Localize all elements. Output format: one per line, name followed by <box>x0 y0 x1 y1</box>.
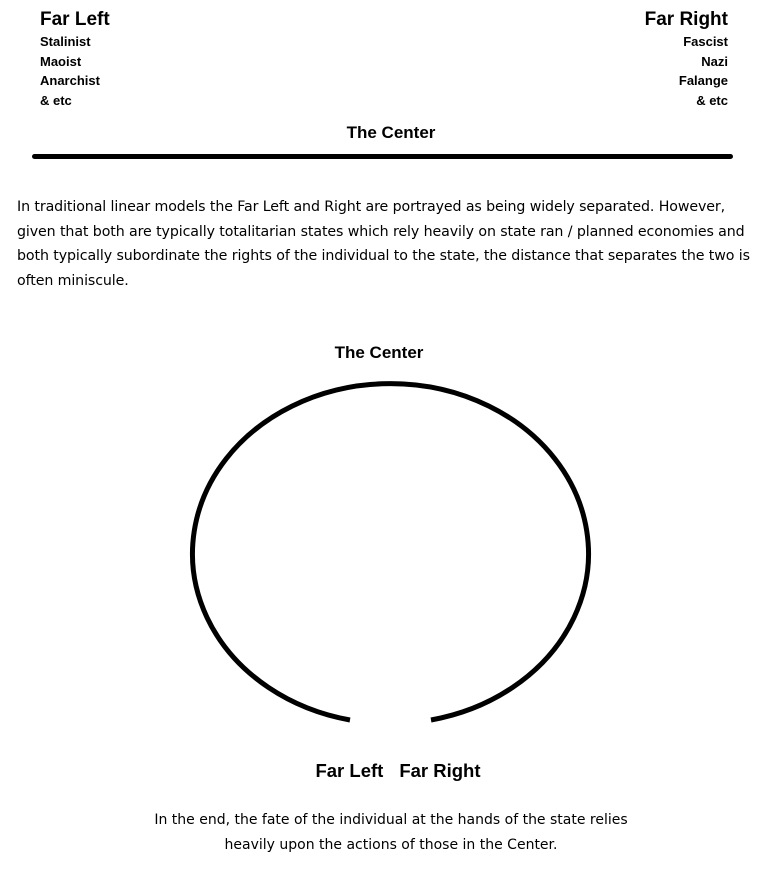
far-left-item: Anarchist <box>40 73 100 88</box>
far-left-heading: Far Left <box>40 9 110 30</box>
far-right-item: Fascist <box>683 34 728 49</box>
far-left-item: Stalinist <box>40 34 91 49</box>
circular-spectrum-arc <box>192 384 588 720</box>
linear-center-label: The Center <box>346 123 436 142</box>
circle-endpoint-labels <box>0 759 782 783</box>
conclusion-text <box>0 808 782 858</box>
conclusion-line: heavily upon the actions of those in the Center. <box>224 837 558 853</box>
far-right-item: & etc <box>696 92 728 108</box>
far-right-heading: Far Right <box>644 9 728 30</box>
far-left-item: Maoist <box>40 53 82 69</box>
circle-center-label: The Center <box>334 343 424 362</box>
circle-far-right-label: Far Right <box>399 760 481 781</box>
circle-far-left-label: Far Left <box>315 760 384 781</box>
far-right-item: Falange <box>678 73 728 88</box>
far-left-item: & etc <box>40 92 72 108</box>
explanation-paragraph: In traditional linear models the Far Left and Right are portrayed as being widely separated. However, given that both are typically totalitarian states which rely heavily on state ran / planned economies and both typically subordinate the rights of the individual to the state, the distance that separates the two is often miniscule. <box>17 199 750 289</box>
conclusion-line: In the end, the fate of the individual at the hands of the state relies <box>154 812 628 828</box>
far-right-item: Nazi <box>701 53 728 69</box>
